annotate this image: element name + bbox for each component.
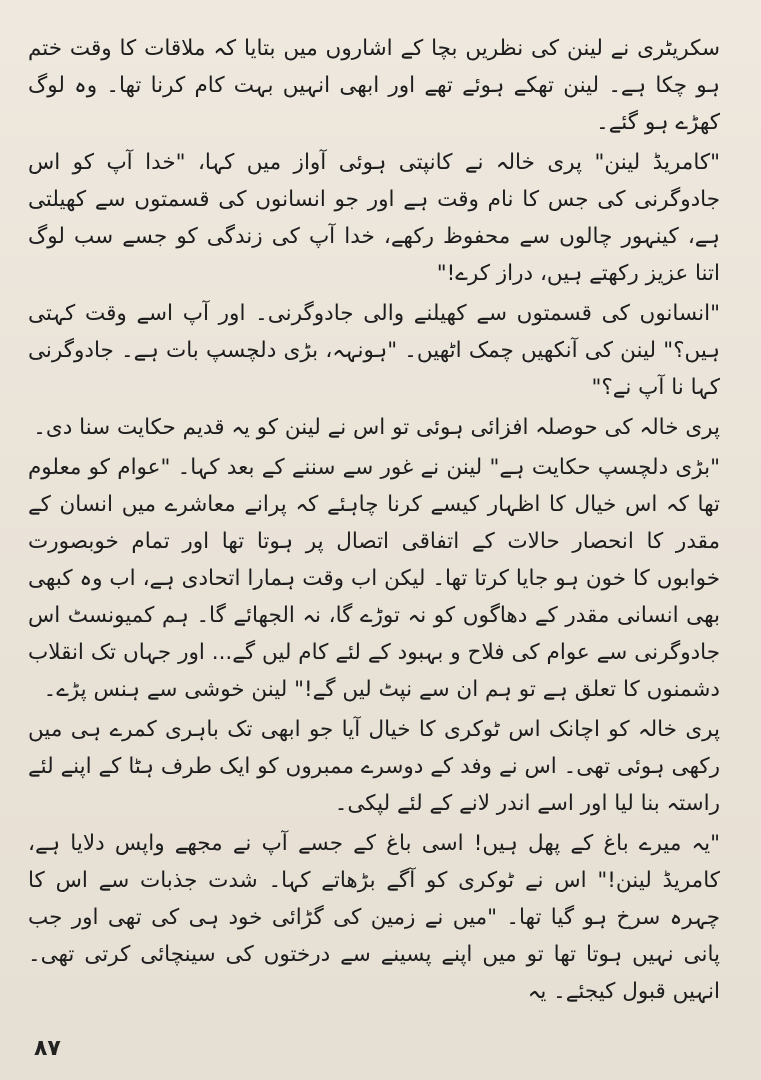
page-number: ۸۷ <box>34 1036 61 1061</box>
paragraph-2: "کامریڈ لینن" پری خالہ نے کانپتی ہوئی آواز میں کہا، "خدا آپ کو اس جادوگرنی کی جس کا نام وقت ہے اور جو انسانوں کی قسمتوں سے کھیلتی ہے، کینہور چالوں سے محفوظ رکھے، خدا آپ کی زندگی کو جسے سب لوگ اتنا عزیز رکھتے ہیں، دراز کرے!" <box>28 150 720 286</box>
paragraph-5: "بڑی دلچسپ حکایت ہے" لینن نے غور سے سننے کے بعد کہا۔ "عوام کو معلوم تھا کہ اس خیال کا اظہار کیسے کرنا چاہئے کہ پرانے معاشرے میں انسان کے مقدر کا انحصار حالات کے اتفاقی اتصال پر ہوتا تھا اور تمام خوبصورت خوابوں کا خون ہو جایا کرتا تھا۔ لیکن اب وقت ہمارا اتحادی ہے، اب وہ کبھی بھی انسانی مقدر کے دھاگوں کو نہ توڑے گا، نہ الجھائے گا۔ ہم کمیونسٹ اس جادوگرنی سے عوام کی فلاح و بہبود کے لئے کام لیں گے... اور جہاں تک انقلاب دشمنوں کا تعلق ہے تو ہم ان سے نپٹ لیں گے!" لینن خوشی سے ہنس پڑے۔ <box>28 455 720 702</box>
paragraph-1: سکریٹری نے لینن کی نظریں بچا کے اشاروں میں بتایا کہ ملاقات کا وقت ختم ہو چکا ہے۔ لینن تھکے ہوئے تھے اور ابھی انہیں بہت کام کرنا تھا۔ وہ لوگ کھڑے ہو گئے۔ <box>28 36 720 135</box>
paragraph-3: "انسانوں کی قسمتوں سے کھیلنے والی جادوگرنی۔ اور آپ اسے وقت کہتی ہیں؟" لینن کی آنکھیں چمک اٹھیں۔ "ہونہہ، بڑی دلچسپ بات ہے۔ جادوگرنی کہا نا آپ نے؟" <box>28 301 720 400</box>
paragraph-7: "یہ میرے باغ کے پھل ہیں! اسی باغ کے جسے آپ نے مجھے واپس دلایا ہے، کامریڈ لینن!" اس نے ٹوکری کو آگے بڑھاتے کہا۔ شدت جذبات سے اس کا چہرہ سرخ ہو گیا تھا۔ "میں نے زمین کی گڑائی خود ہی کی تھی اور جب پانی نہیں ہوتا تھا تو میں اپنے پسینے سے درختوں کی سینچائی کرتی تھی۔ انہیں قبول کیجئے۔ یہ <box>28 831 720 1004</box>
paragraph-6: پری خالہ کو اچانک اس ٹوکری کا خیال آیا جو ابھی تک باہری کمرے ہی میں رکھی ہوئی تھی۔ اس نے وفد کے دوسرے ممبروں کو ایک طرف ہٹا کے اپنے لئے راستہ بنا لیا اور اسے اندر لانے کے لئے لپکی۔ <box>28 717 720 816</box>
page-text <box>28 30 720 1013</box>
paragraph-4: پری خالہ کی حوصلہ افزائی ہوئی تو اس نے لینن کو یہ قدیم حکایت سنا دی۔ <box>33 415 720 440</box>
